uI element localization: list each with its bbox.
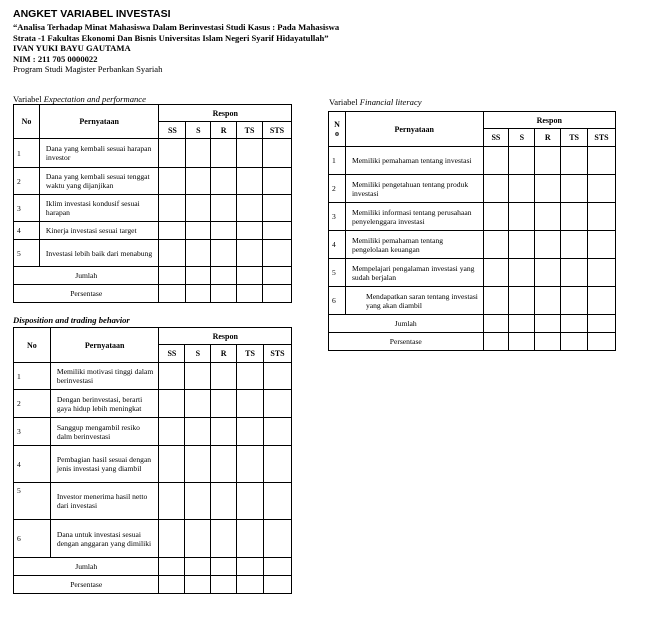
jumlah-row: [14, 267, 292, 285]
response-cell-sts[interactable]: [264, 390, 292, 418]
table-row: [14, 222, 292, 240]
row-number: 6: [14, 520, 51, 558]
row-number: 5: [14, 483, 51, 520]
jumlah-cell-r[interactable]: [211, 558, 237, 576]
jumlah-cell-r[interactable]: [211, 267, 237, 285]
table-row: [14, 363, 292, 390]
persentase-cell-s[interactable]: [509, 333, 535, 351]
persentase-cell-ss[interactable]: [159, 576, 185, 594]
persentase-cell-ts[interactable]: [237, 285, 263, 303]
response-cell-s[interactable]: [186, 222, 211, 240]
persentase-cell-sts[interactable]: [588, 333, 616, 351]
response-cell-ss[interactable]: [483, 147, 509, 175]
table-row: [329, 175, 616, 203]
response-cell-ss[interactable]: [159, 363, 185, 390]
statement-text: Dengan berinvestasi, berarti gaya hidup lebih meningkat: [50, 390, 159, 418]
table3-no-header-line2: o: [334, 129, 339, 138]
table-row: [329, 259, 616, 287]
table-row: [14, 139, 292, 168]
response-cell-s[interactable]: [185, 520, 211, 558]
row-number: 1: [14, 363, 51, 390]
response-cell-s[interactable]: [185, 418, 211, 446]
response-cell-sts[interactable]: [588, 147, 616, 175]
table1-caption-variable: Expectation and performance: [43, 94, 146, 104]
row-number: 6: [329, 287, 346, 315]
response-cell-ts[interactable]: [237, 139, 263, 168]
table-expectation-performance: [13, 104, 292, 303]
persentase-cell-ss[interactable]: [483, 333, 509, 351]
jumlah-cell-sts[interactable]: [264, 558, 292, 576]
response-cell-ss[interactable]: [159, 222, 186, 240]
scale-s-header: S: [186, 122, 211, 139]
row-number: 1: [329, 147, 346, 175]
statement-text: Dana yang kembali sesuai harapan investor: [39, 139, 159, 168]
table-row: [329, 287, 616, 315]
jumlah-cell-ts[interactable]: [237, 558, 264, 576]
response-cell-s[interactable]: [185, 446, 211, 483]
jumlah-cell-s[interactable]: [509, 315, 535, 333]
row-number: 4: [14, 446, 51, 483]
response-cell-r[interactable]: [211, 195, 237, 222]
response-cell-ss[interactable]: [159, 520, 185, 558]
table-row: [329, 231, 616, 259]
scale-sts-header: STS: [263, 122, 292, 139]
response-cell-ss[interactable]: [159, 195, 186, 222]
response-cell-ts[interactable]: [561, 259, 588, 287]
response-cell-ss[interactable]: [159, 168, 186, 195]
response-cell-s[interactable]: [185, 483, 211, 520]
response-cell-r[interactable]: [211, 222, 237, 240]
response-cell-ss[interactable]: [483, 259, 509, 287]
persentase-cell-sts[interactable]: [264, 576, 292, 594]
response-cell-r[interactable]: [535, 287, 561, 315]
response-cell-s[interactable]: [509, 203, 535, 231]
response-cell-ss[interactable]: [159, 390, 185, 418]
response-cell-s[interactable]: [509, 287, 535, 315]
persentase-label: Persentase: [14, 576, 159, 594]
response-cell-sts[interactable]: [264, 418, 292, 446]
scale-r-header: R: [535, 129, 561, 147]
response-cell-sts[interactable]: [264, 520, 292, 558]
response-cell-ts[interactable]: [237, 240, 263, 267]
response-cell-ss[interactable]: [159, 483, 185, 520]
response-cell-ts[interactable]: [561, 203, 588, 231]
jumlah-cell-ss[interactable]: [159, 267, 186, 285]
response-cell-s[interactable]: [186, 139, 211, 168]
response-cell-r[interactable]: [211, 390, 237, 418]
response-cell-s[interactable]: [509, 259, 535, 287]
jumlah-cell-ts[interactable]: [561, 315, 588, 333]
jumlah-cell-sts[interactable]: [263, 267, 292, 285]
response-cell-ss[interactable]: [483, 175, 509, 203]
response-cell-ts[interactable]: [237, 168, 263, 195]
response-cell-ts[interactable]: [237, 446, 264, 483]
response-cell-sts[interactable]: [263, 168, 292, 195]
table2-no-header: No: [14, 328, 51, 363]
scale-ss-header: SS: [159, 122, 186, 139]
response-cell-ts[interactable]: [561, 287, 588, 315]
response-cell-ts[interactable]: [237, 483, 264, 520]
document-header: [13, 8, 343, 75]
row-number: 3: [14, 418, 51, 446]
row-number: 3: [14, 195, 40, 222]
table2-statement-header: Pernyataan: [50, 328, 159, 363]
response-cell-r[interactable]: [535, 231, 561, 259]
scale-ss-header: SS: [159, 345, 185, 363]
response-cell-ss[interactable]: [483, 231, 509, 259]
response-cell-s[interactable]: [509, 231, 535, 259]
response-cell-s[interactable]: [185, 390, 211, 418]
table-row: [329, 147, 616, 175]
jumlah-row: [14, 558, 292, 576]
statement-text: Sanggup mengambil resiko dalm berinvestasi: [50, 418, 159, 446]
response-cell-ss[interactable]: [159, 240, 186, 267]
statement-text: Memiliki pemahaman tentang pengelolaan keuangan: [345, 231, 483, 259]
response-cell-ss[interactable]: [159, 446, 185, 483]
response-cell-ts[interactable]: [237, 363, 264, 390]
scale-ts-header: TS: [237, 345, 264, 363]
row-number: 1: [14, 139, 40, 168]
jumlah-row: [329, 315, 616, 333]
response-cell-r[interactable]: [211, 240, 237, 267]
persentase-row: [14, 576, 292, 594]
row-number: 5: [14, 240, 40, 267]
response-cell-s[interactable]: [509, 175, 535, 203]
table-row: [14, 520, 292, 558]
response-cell-r[interactable]: [535, 147, 561, 175]
table1-caption-prefix: Variabel: [13, 94, 42, 104]
table3-no-header-line1: N: [334, 120, 340, 129]
table3-statement-header: Pernyataan: [345, 112, 483, 147]
response-cell-s[interactable]: [186, 195, 211, 222]
response-cell-r[interactable]: [211, 363, 237, 390]
response-cell-ts[interactable]: [561, 175, 588, 203]
response-cell-sts[interactable]: [264, 363, 292, 390]
jumlah-label: Jumlah: [329, 315, 484, 333]
response-cell-r[interactable]: [211, 139, 237, 168]
table3-caption-variable: Financial literacy: [359, 97, 422, 107]
response-cell-r[interactable]: [211, 483, 237, 520]
persentase-label: Persentase: [329, 333, 484, 351]
response-cell-sts[interactable]: [264, 483, 292, 520]
statement-text: Kinerja investasi sesuai target: [39, 222, 159, 240]
statement-text: Investasi lebih baik dari menabung: [39, 240, 159, 267]
scale-ts-header: TS: [237, 122, 263, 139]
response-cell-sts[interactable]: [588, 231, 616, 259]
statement-text: Pembagian hasil sesuai dengan jenis investasi yang diambil: [50, 446, 159, 483]
table-row: [14, 168, 292, 195]
response-cell-ts[interactable]: [237, 390, 264, 418]
response-cell-ss[interactable]: [483, 287, 509, 315]
persentase-cell-ts[interactable]: [561, 333, 588, 351]
document-subtitle: “Analisa Terhadap Minat Mahasiswa Dalam Berinvestasi Studi Kasus : Pada Mahasiswa Strata -1 Fakultas Ekonomi Dan Bisnis Universitas Islam Negeri Syarif Hidayatullah”: [13, 22, 340, 43]
response-cell-sts[interactable]: [263, 195, 292, 222]
response-cell-sts[interactable]: [588, 175, 616, 203]
persentase-cell-s[interactable]: [186, 285, 211, 303]
table1-respon-header: Respon: [159, 105, 292, 122]
table-row: [14, 195, 292, 222]
scale-sts-header: STS: [588, 129, 616, 147]
scale-r-header: R: [211, 122, 237, 139]
row-number: 4: [329, 231, 346, 259]
row-number: 2: [14, 168, 40, 195]
response-cell-sts[interactable]: [263, 240, 292, 267]
persentase-row: [14, 285, 292, 303]
table2-respon-header: Respon: [159, 328, 292, 345]
table-row: [14, 418, 292, 446]
row-number: 2: [329, 175, 346, 203]
row-number: 3: [329, 203, 346, 231]
table-disposition-trading: [13, 327, 292, 594]
persentase-cell-sts[interactable]: [263, 285, 292, 303]
table3-respon-header: Respon: [483, 112, 616, 129]
response-cell-sts[interactable]: [588, 203, 616, 231]
response-cell-sts[interactable]: [588, 287, 616, 315]
persentase-cell-s[interactable]: [185, 576, 211, 594]
response-cell-ss[interactable]: [159, 418, 185, 446]
response-cell-r[interactable]: [535, 175, 561, 203]
scale-ts-header: TS: [561, 129, 588, 147]
table2-caption-variable: Disposition and trading behavior: [13, 315, 130, 325]
response-cell-ts[interactable]: [237, 520, 264, 558]
response-cell-s[interactable]: [186, 168, 211, 195]
response-cell-ts[interactable]: [561, 231, 588, 259]
jumlah-cell-ss[interactable]: [159, 558, 185, 576]
persentase-cell-ts[interactable]: [237, 576, 264, 594]
response-cell-ts[interactable]: [237, 418, 264, 446]
table1-caption: [13, 94, 146, 104]
statement-text: Investor menerima hasil netto dari investasi: [50, 483, 159, 520]
response-cell-r[interactable]: [211, 446, 237, 483]
statement-text: Mendapatkan saran tentang investasi yang akan diambil: [345, 287, 483, 315]
response-cell-r[interactable]: [535, 203, 561, 231]
statement-text: Mempelajari pengalaman investasi yang sudah berjalan: [345, 259, 483, 287]
table-row: [14, 390, 292, 418]
scale-r-header: R: [211, 345, 237, 363]
response-cell-ss[interactable]: [159, 139, 186, 168]
response-cell-r[interactable]: [211, 520, 237, 558]
response-cell-r[interactable]: [535, 259, 561, 287]
table-row: [329, 203, 616, 231]
table3-no-header: [329, 112, 346, 147]
persentase-cell-r[interactable]: [211, 285, 237, 303]
statement-text: Memiliki pemahaman tentang investasi: [345, 147, 483, 175]
persentase-label: Persentase: [14, 285, 159, 303]
response-cell-s[interactable]: [509, 147, 535, 175]
statement-text: Dana yang kembali sesuai tenggat waktu yang dijanjikan: [39, 168, 159, 195]
jumlah-label: Jumlah: [14, 267, 159, 285]
jumlah-label: Jumlah: [14, 558, 159, 576]
table2-caption: [13, 315, 130, 325]
table3-caption: [329, 97, 422, 107]
study-program: Program Studi Magister Perbankan Syariah: [13, 64, 163, 74]
response-cell-s[interactable]: [185, 363, 211, 390]
jumlah-cell-s[interactable]: [186, 267, 211, 285]
response-cell-sts[interactable]: [263, 222, 292, 240]
author-name: IVAN YUKI BAYU GAUTAMA: [13, 43, 131, 53]
response-cell-sts[interactable]: [263, 139, 292, 168]
table1-no-header: No: [14, 105, 40, 139]
jumlah-cell-sts[interactable]: [588, 315, 616, 333]
response-cell-ts[interactable]: [237, 222, 263, 240]
row-number: 5: [329, 259, 346, 287]
statement-text: Memiliki informasi tentang perusahaan penyelenggara investasi: [345, 203, 483, 231]
document-title: ANGKET VARIABEL INVESTASI: [13, 8, 171, 20]
table-row: [14, 483, 292, 520]
table-row: [14, 240, 292, 267]
persentase-cell-ss[interactable]: [159, 285, 186, 303]
statement-text: Dana untuk investasi sesuai dengan anggaran yang dimiliki: [50, 520, 159, 558]
response-cell-ts[interactable]: [237, 195, 263, 222]
response-cell-r[interactable]: [211, 168, 237, 195]
response-cell-r[interactable]: [211, 418, 237, 446]
response-cell-sts[interactable]: [264, 446, 292, 483]
scale-sts-header: STS: [264, 345, 292, 363]
jumlah-cell-r[interactable]: [535, 315, 561, 333]
persentase-cell-r[interactable]: [211, 576, 237, 594]
persentase-cell-r[interactable]: [535, 333, 561, 351]
response-cell-sts[interactable]: [588, 259, 616, 287]
author-nim: NIM : 211 705 0000022: [13, 53, 98, 64]
response-cell-s[interactable]: [186, 240, 211, 267]
table3-caption-prefix: Variabel: [329, 97, 358, 107]
statement-text: Memiliki pengetahuan tentang produk investasi: [345, 175, 483, 203]
jumlah-cell-ss[interactable]: [483, 315, 509, 333]
table-row: [14, 446, 292, 483]
row-number: 4: [14, 222, 40, 240]
response-cell-ts[interactable]: [561, 147, 588, 175]
statement-text: Memiliki motivasi tinggi dalam berinvestasi: [50, 363, 159, 390]
table1-statement-header: Pernyataan: [39, 105, 159, 139]
jumlah-cell-ts[interactable]: [237, 267, 263, 285]
persentase-row: [329, 333, 616, 351]
scale-ss-header: SS: [483, 129, 509, 147]
statement-text: Iklim investasi kondusif sesuai harapan: [39, 195, 159, 222]
scale-s-header: S: [185, 345, 211, 363]
row-number: 2: [14, 390, 51, 418]
response-cell-ss[interactable]: [483, 203, 509, 231]
scale-s-header: S: [509, 129, 535, 147]
jumlah-cell-s[interactable]: [185, 558, 211, 576]
table-financial-literacy: [328, 111, 616, 351]
